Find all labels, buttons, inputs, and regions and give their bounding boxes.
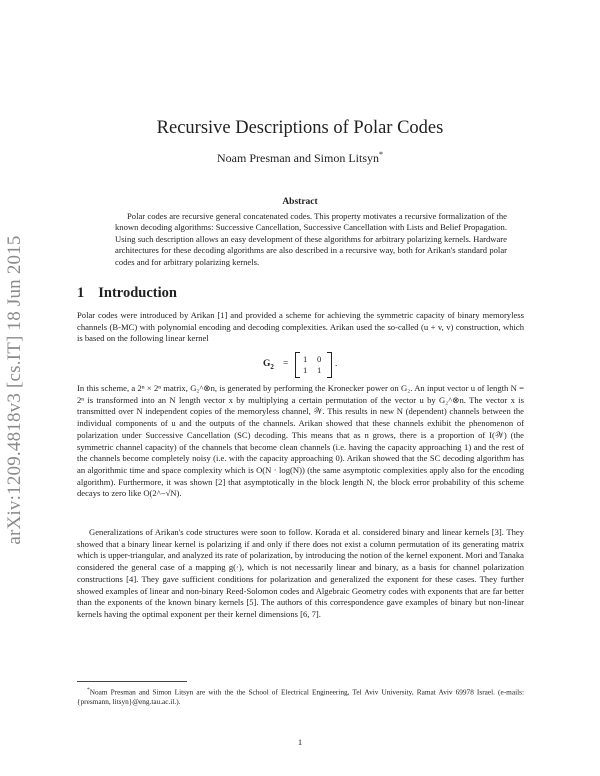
matrix-cell: 1 <box>303 354 308 364</box>
section-title: Introduction <box>98 285 177 301</box>
matrix-cell: 1 <box>317 365 322 375</box>
author-names: Noam Presman and Simon Litsyn <box>217 151 379 165</box>
equation-period: . <box>335 359 338 369</box>
author-line <box>100 150 500 166</box>
intro-paragraph-2: In this scheme, a 2ⁿ × 2ⁿ matrix, G₂^⊗n, is generated by performing the Kronecker power on G₂. An input vector u of length N = 2ⁿ is transformed into an N length vector x by multiplying a certain permutation of the vector u by G₂^⊗n. The vector x is transmitted over N independent copies of the memoryless channel, 𝒲. This results in new N (dependent) channels between the individual components of u and the outputs of the channels. Arikan showed that these channels exhibit the phenomenon of polarization under Successive Cancellation (SC) decoding. This means that as n grows, there is a proportion of I(𝒲) (the symmetric channel capacity) of the channels that become clean channels (i.e. having the capacity approaching 1) and the rest of the channels become completely noisy (i.e. with the capacity approaching 0). Arikan showed that the SC decoding algorithm has an algorithmic time and space complexity which is O(N · log(N)) (the same asymptotic complexities apply also for the encoding algorithm). Furthermore, it was shown [2] that asymptotically in the block length N, the block error probability of this scheme decays to zero like O(2^−√N). <box>77 383 524 499</box>
footnote-mark: * <box>87 687 90 693</box>
footnote-divider <box>77 681 187 682</box>
equation-lhs: $G_2$ <box>263 359 274 371</box>
matrix-cell: 1 <box>303 365 308 375</box>
intro-paragraph-3: Generalizations of Arikan's code structures were soon to follow. Korada et al. considered binary and linear kernels [3]. They showed that a binary linear kernel is polarizing if and only if there does not exist a column permutation of its generating matrix which is upper-triangular, and analyzed its rate of polarization, by introducing the notion of the kernel exponent. Mori and Tanaka considered the general case of a mapping g(·), which is not necessarily linear and binary, as a basis for channel polarization constructions [4]. They gave sufficient conditions for polarization and generalized the exponent for these cases. They further showed examples of linear and non-binary Reed-Solomon codes and Algebraic Geometry codes with exponents that are far better than the exponents of the known binary kernels [5]. The authors of this correspondence gave examples of binary but non-linear kernels having the optimal exponent per their kernel dimensions [6, 7]. <box>77 527 524 619</box>
footnote <box>77 686 524 706</box>
kernel-equation <box>255 350 355 378</box>
footnote-text: Noam Presman and Simon Litsyn are with the the School of Electrical Engineering, Tel Aviv University, Ramat Aviv 69978 Israel. (e-mails: {presmann, litsyn}@eng.tau.ac.il.). <box>77 687 524 706</box>
page-number: 1 <box>297 737 303 747</box>
intro-paragraph-1: Polar codes were introduced by Arikan [1] and provided a scheme for achieving the symmetric capacity of binary memoryless channels (B-MC) with polynomial encoding and decoding complexities. Arikan used the so-called (u + v, v) construction, which is based on the following linear kernel <box>77 310 524 344</box>
matrix-cell: 0 <box>317 354 322 364</box>
matrix-right-bracket <box>327 352 332 378</box>
section-heading <box>77 285 177 302</box>
abstract-text: Polar codes are recursive general concatenated codes. This property motivates a recursive formalization of the known decoding algorithms: Successive Cancellation, Successive Cancellation with Lists and Belief Propagation. Using such description allows an easy development of these algorithms for arbitrary polarizing kernels. Hardware architectures for these decoding algorithms are also described in a recursive way, both for Arikan's standard polar codes and for arbitrary polarizing kernels. <box>115 211 507 267</box>
paper-title: Recursive Descriptions of Polar Codes <box>156 118 444 138</box>
arxiv-identifier-stamp <box>0 200 30 580</box>
arxiv-identifier-text: arXiv:1209.4818v3 [cs.IT] 18 Jun 2015 <box>4 235 25 545</box>
abstract-heading: Abstract <box>282 197 318 207</box>
equation-equals: = <box>283 359 289 369</box>
author-footnote-mark: * <box>379 150 383 159</box>
matrix-left-bracket <box>295 352 300 378</box>
section-number: 1 <box>77 285 85 301</box>
